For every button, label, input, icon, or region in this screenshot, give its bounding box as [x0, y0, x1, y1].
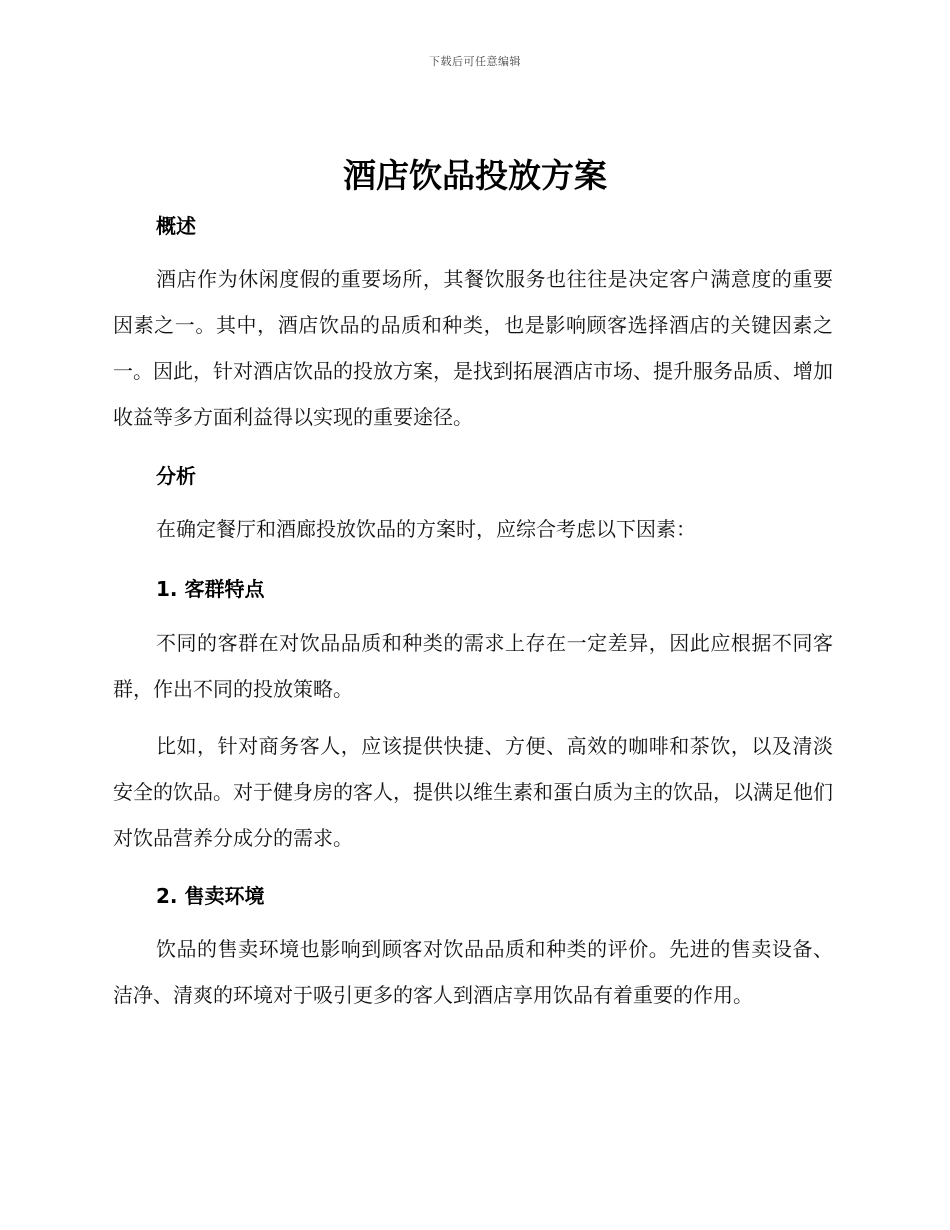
paragraph-customer-groups-1: 不同的客群在对饮品品质和种类的需求上存在一定差异，因此应根据不同客群，作出不同的投放策略。 [113, 631, 833, 701]
page-header-note: 下载后可任意编辑 [429, 55, 521, 68]
paragraph-overview: 酒店作为休闲度假的重要场所，其餐饮服务也往往是决定客户满意度的重要因素之一。其中，酒店饮品的品质和种类，也是影响顾客选择酒店的关键因素之一。因此，针对酒店饮品的投放方案，是找到拓展酒店市场、提升服务品质、增加收益等多方面利益得以实现的重要途径。 [113, 267, 833, 429]
paragraph-sales-environment: 饮品的售卖环境也影响到顾客对饮品品质和种类的评价。先进的售卖设备、洁净、清爽的环境对于吸引更多的客人到酒店享用饮品有着重要的作用。 [113, 937, 833, 1007]
section-heading-analysis: 分析 [156, 464, 196, 488]
paragraph-analysis: 在确定餐厅和酒廊投放饮品的方案时，应综合考虑以下因素： [156, 517, 696, 541]
document-title: 酒店饮品投放方案 [343, 156, 607, 195]
section-heading-overview: 概述 [156, 214, 196, 238]
paragraph-customer-groups-2: 比如，针对商务客人，应该提供快捷、方便、高效的咖啡和茶饮，以及清淡安全的饮品。对于健身房的客人，提供以维生素和蛋白质为主的饮品，以满足他们对饮品营养分成分的需求。 [113, 734, 833, 850]
section-heading-customer-groups: 1. 客群特点 [156, 577, 265, 601]
section-heading-sales-environment: 2. 售卖环境 [156, 884, 265, 908]
